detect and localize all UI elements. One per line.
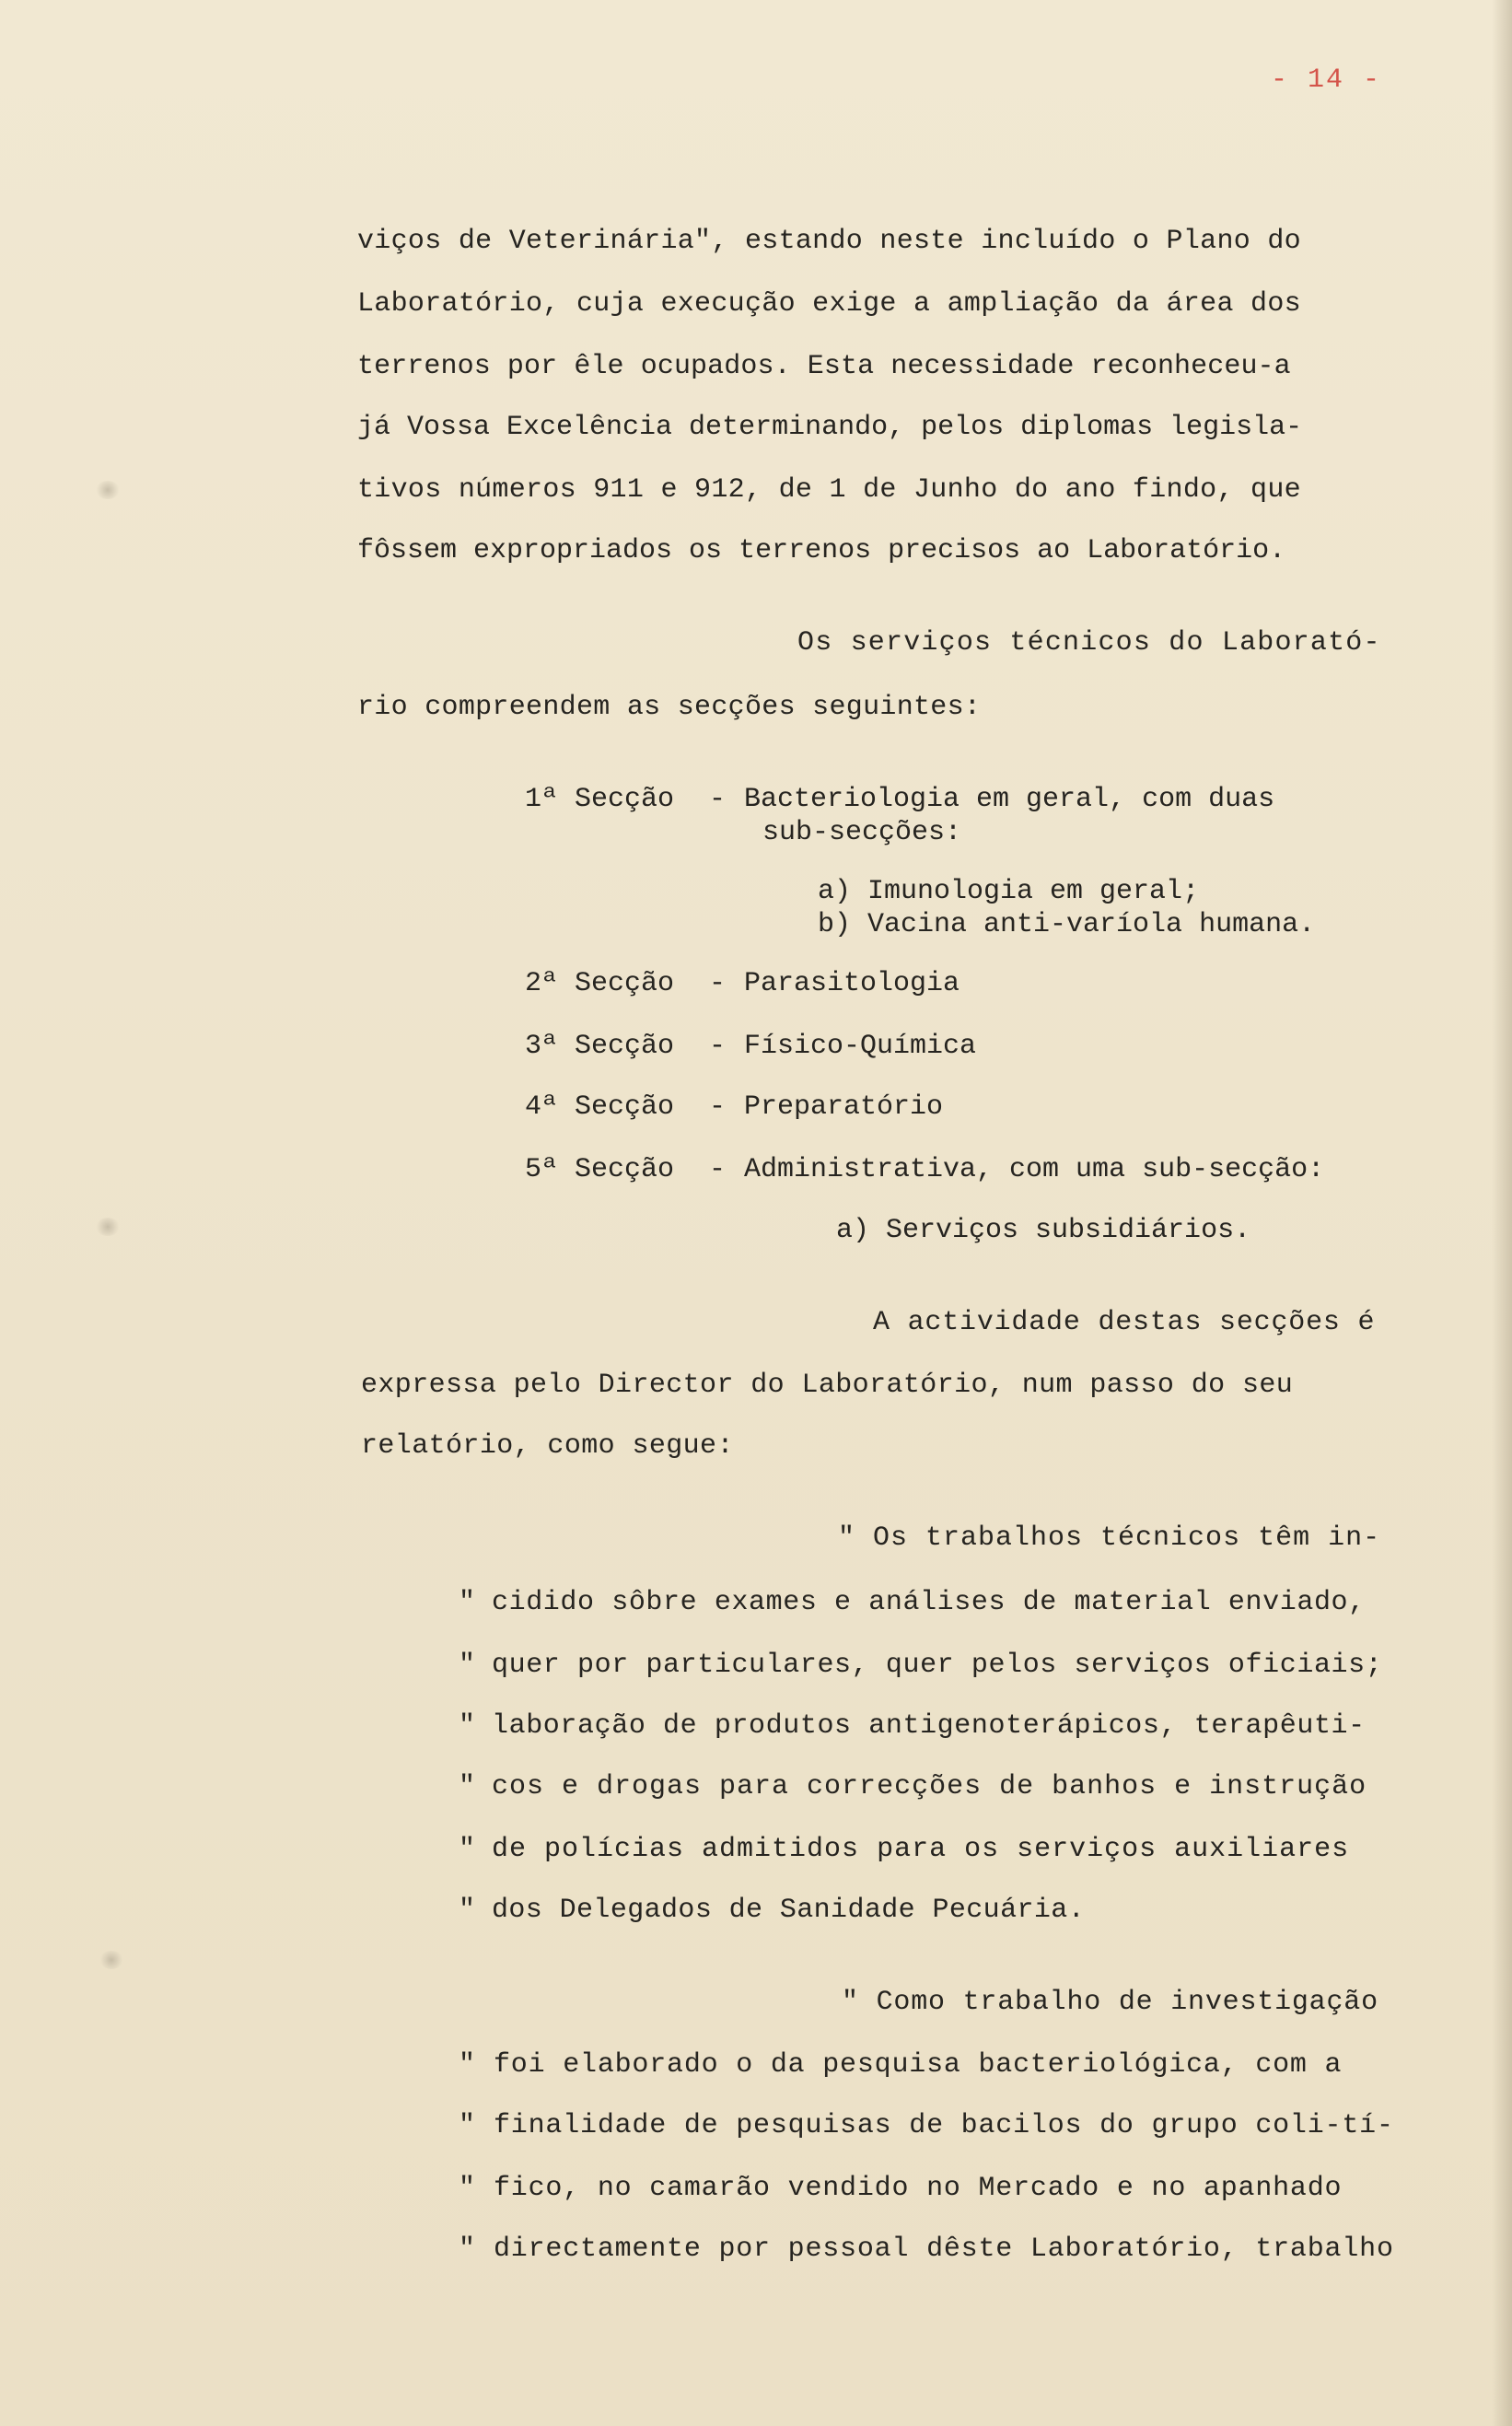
quote-mark: ": [459, 2049, 476, 2081]
quote-line: cidido sôbre exames e análises de material enviado,: [492, 1587, 1366, 1618]
section-dash: -: [709, 1091, 727, 1123]
punch-hole-mark: [96, 481, 120, 499]
section-title: Parasitologia: [744, 968, 960, 999]
quote-mark: ": [459, 1710, 476, 1742]
paragraph-line: tivos números 911 e 912, de 1 de Junho do ano findo, que: [357, 474, 1301, 506]
section-dash: -: [709, 784, 727, 815]
quote-mark: ": [459, 1834, 476, 1865]
section-label: 2ª Secção: [525, 968, 675, 999]
subsection-item: b) Vacina anti-varíola humana.: [818, 909, 1316, 940]
quote-mark: ": [459, 2234, 476, 2265]
quote-line: directamente por pessoal dêste Laboratório, trabalho: [494, 2234, 1394, 2265]
quote-line: fico, no camarão vendido no Mercado e no apanhado: [494, 2173, 1343, 2204]
section-label: 5ª Secção: [525, 1154, 675, 1185]
paragraph-line: fôssem expropriados os terrenos precisos ao Laboratório.: [357, 535, 1286, 566]
quote-mark: ": [459, 2173, 476, 2204]
section-dash: -: [709, 968, 727, 999]
quote-line: cos e drogas para correcções de banhos e instrução: [492, 1771, 1367, 1802]
subsection-item: a) Imunologia em geral;: [818, 876, 1200, 907]
subsection-item: a) Serviços subsidiários.: [836, 1215, 1251, 1246]
paragraph-line: relatório, como segue:: [361, 1430, 734, 1462]
quote-mark: ": [459, 1587, 476, 1618]
section-title: sub-secções:: [762, 817, 962, 848]
paragraph-line: A actividade destas secções é: [873, 1307, 1376, 1338]
page-number: - 14 -: [1271, 64, 1382, 96]
quote-line: " Os trabalhos técnicos têm in-: [838, 1522, 1381, 1554]
paragraph-line: Os serviços técnicos do Laborató-: [797, 627, 1381, 659]
quote-line: " Como trabalho de investigação: [842, 1987, 1378, 2018]
paragraph-line: rio compreendem as secções seguintes:: [357, 692, 982, 723]
section-title: Preparatório: [744, 1091, 944, 1123]
section-dash: -: [709, 1031, 727, 1062]
section-dash: -: [709, 1154, 727, 1185]
section-title: Físico-Química: [744, 1031, 977, 1062]
punch-hole-mark: [96, 1218, 120, 1236]
section-label: 1ª Secção: [525, 784, 675, 815]
paragraph-line: já Vossa Excelência determinando, pelos diplomas legisla-: [357, 412, 1303, 443]
paragraph-line: Laboratório, cuja execução exige a ampliação da área dos: [357, 288, 1301, 320]
paragraph-line: terrenos por êle ocupados. Esta necessidade reconheceu-a: [357, 351, 1291, 382]
quote-mark: ": [459, 1895, 476, 1926]
page-edge-shadow: [1492, 0, 1512, 2426]
section-label: 4ª Secção: [525, 1091, 675, 1123]
quote-line: finalidade de pesquisas de bacilos do grupo coli-tí-: [494, 2110, 1394, 2141]
paragraph-line: viços de Veterinária", estando neste incluído o Plano do: [357, 226, 1301, 257]
section-label: 3ª Secção: [525, 1031, 675, 1062]
quote-mark: ": [459, 2110, 476, 2141]
paragraph-line: expressa pelo Director do Laboratório, num passo do seu: [361, 1370, 1294, 1401]
quote-line: dos Delegados de Sanidade Pecuária.: [492, 1895, 1086, 1926]
section-title: Bacteriologia em geral, com duas: [744, 784, 1275, 815]
quote-line: laboração de produtos antigenoterápicos, terapêuti-: [492, 1710, 1366, 1742]
quote-mark: ": [459, 1771, 476, 1802]
quote-mark: ": [459, 1650, 476, 1681]
quote-line: de polícias admitidos para os serviços auxiliares: [492, 1834, 1350, 1865]
quote-line: foi elaborado o da pesquisa bacteriológica, com a: [494, 2049, 1343, 2081]
quote-line: quer por particulares, quer pelos serviços oficiais;: [492, 1650, 1383, 1681]
punch-hole-mark: [99, 1951, 123, 1969]
section-title: Administrativa, com uma sub-secção:: [744, 1154, 1325, 1185]
